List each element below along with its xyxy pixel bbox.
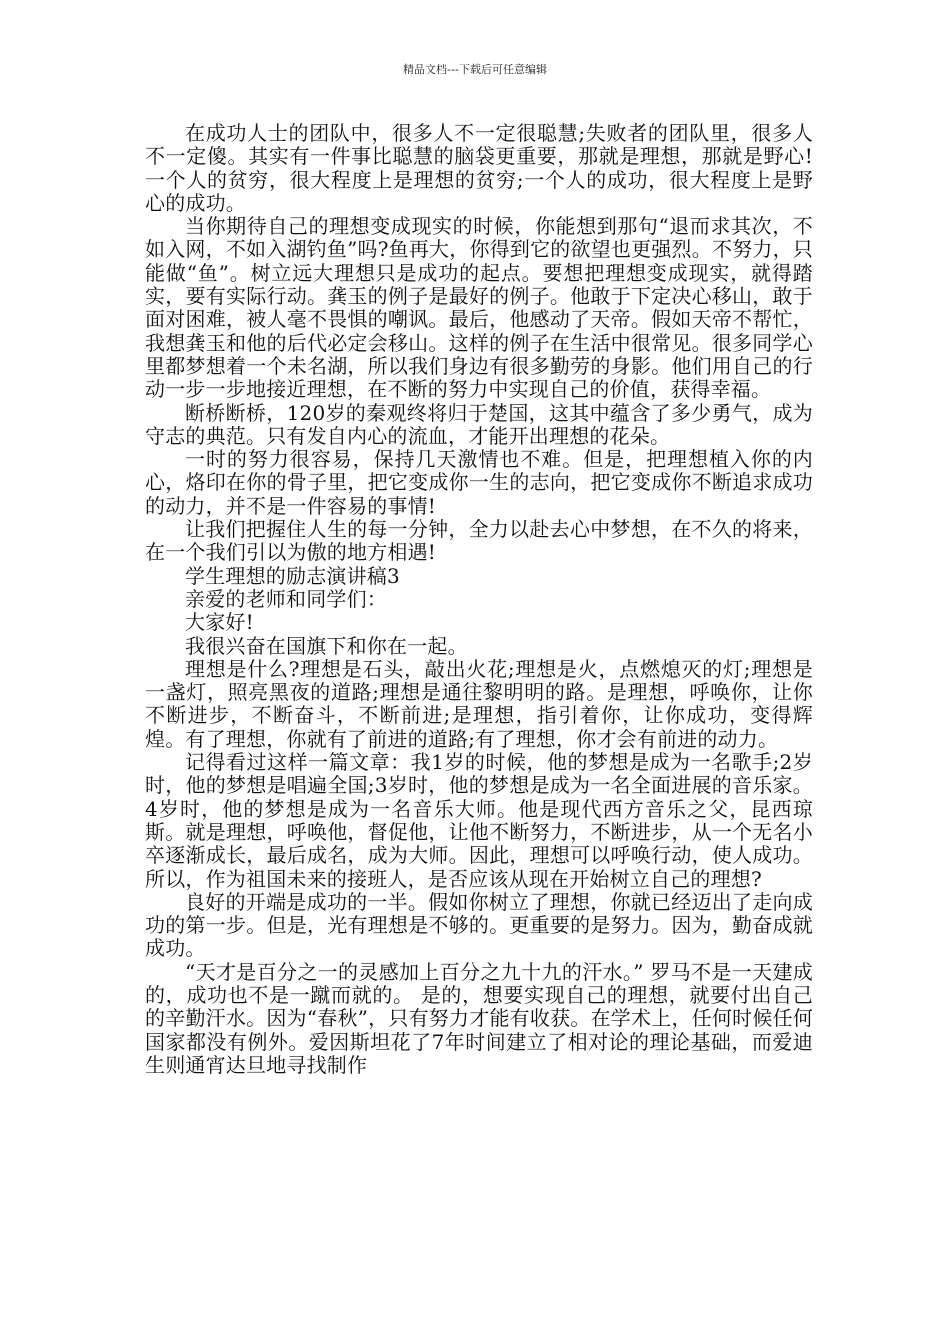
paragraph: 在成功人士的团队中，很多人不一定很聪慧;失败者的团队里，很多人不一定傻。其实有一件事比聪慧的脑袋更重要，那就是理想，那就是野心!一个人的贫穷，很大程度上是理想的贫穷;一个人的成功，很大程度上是野心的成功。: [145, 121, 813, 215]
paragraph: 让我们把握住人生的每一分钟，全力以赴去心中梦想，在不久的将来，在一个我们引以为傲的地方相遇!: [145, 517, 813, 565]
paragraph: “天才是百分之一的灵感加上百分之九十九的汗水。” 罗马不是一天建成的，成功也不是一蹴而就的。 是的，想要实现自己的理想，就要付出自己的辛勤汗水。因为“春秋”，只有努力才能有收获。在学术上，任何时候任何国家都没有例外。爱因斯坦花了7年时间建立了相对论的理论基础，而爱迪生则通宵达旦地寻找制作: [145, 959, 813, 1077]
paragraph: 良好的开端是成功的一半。假如你树立了理想，你就已经迈出了走向成功的第一步。但是，光有理想是不够的。更重要的是努力。因为，勤奋成就成功。: [145, 889, 813, 961]
paragraph: 记得看过这样一篇文章：我1岁的时候，他的梦想是成为一名歌手;2岁时，他的梦想是唱遍全国;3岁时，他的梦想是成为一名全面进展的音乐家。4岁时，他的梦想是成为一名音乐大师。他是现代西方音乐之父，昆西琼斯。就是理想，呼唤他，督促他，让他不断努力，不断进步，从一个无名小卒逐渐成长，最后成名，成为大师。因此，理想可以呼唤行动，使人成功。所以，作为祖国未来的接班人，是否应该从现在开始树立自己的理想?: [145, 750, 813, 891]
paragraph: 当你期待自己的理想变成现实的时候，你能想到那句“退而求其次，不如入网，不如入湖钓鱼”吗?鱼再大，你得到它的欲望也更强烈。不努力，只能做“鱼”。树立远大理想只是成功的起点。要想把理想变成现实，就得踏实，要有实际行动。龚玉的例子是最好的例子。他敢于下定决心移山，敢于面对困难，被人毫不畏惧的嘲讽。最后，他感动了天帝。假如天帝不帮忙，我想龚玉和他的后代必定会移山。这样的例子在生活中很常见。很多同学心里都梦想着一个未名湖，所以我们身边有很多勤劳的身影。他们用自己的行动一步一步地接近理想，在不断的努力中实现自己的价值，获得幸福。: [145, 214, 813, 402]
salutation: 亲爱的老师和同学们：: [185, 586, 387, 611]
document-body: [145, 122, 813, 1077]
paragraph: 一时的努力很容易，保持几天激情也不难。但是，把理想植入你的内心，烙印在你的骨子里，把它变成你一生的志向，把它变成你不断追求成功的动力，并不是一件容易的事情!: [145, 447, 813, 518]
greeting: 大家好!: [185, 610, 254, 635]
document-header-watermark: 精品文档---下载后可任意编辑: [403, 63, 547, 76]
paragraph: 断桥断桥，120岁的秦观终将归于楚国，这其中蕴含了多少勇气，成为守志的典范。只有发自内心的流血，才能开出理想的花朵。: [145, 400, 813, 448]
speech-title: 学生理想的励志演讲稿3: [185, 563, 400, 588]
paragraph: 我很兴奋在国旗下和你在一起。: [185, 633, 468, 658]
paragraph: 理想是什么?理想是石头，敲出火花;理想是火，点燃熄灭的灯;理想是一盏灯，照亮黑夜的道路;理想是通往黎明明的路。是理想，呼唤你，让你不断进步，不断奋斗，不断前进;是理想，指引着你，让你成功，变得辉煌。有了理想，你就有了前进的道路;有了理想，你才会有前进的动力。: [145, 656, 813, 751]
